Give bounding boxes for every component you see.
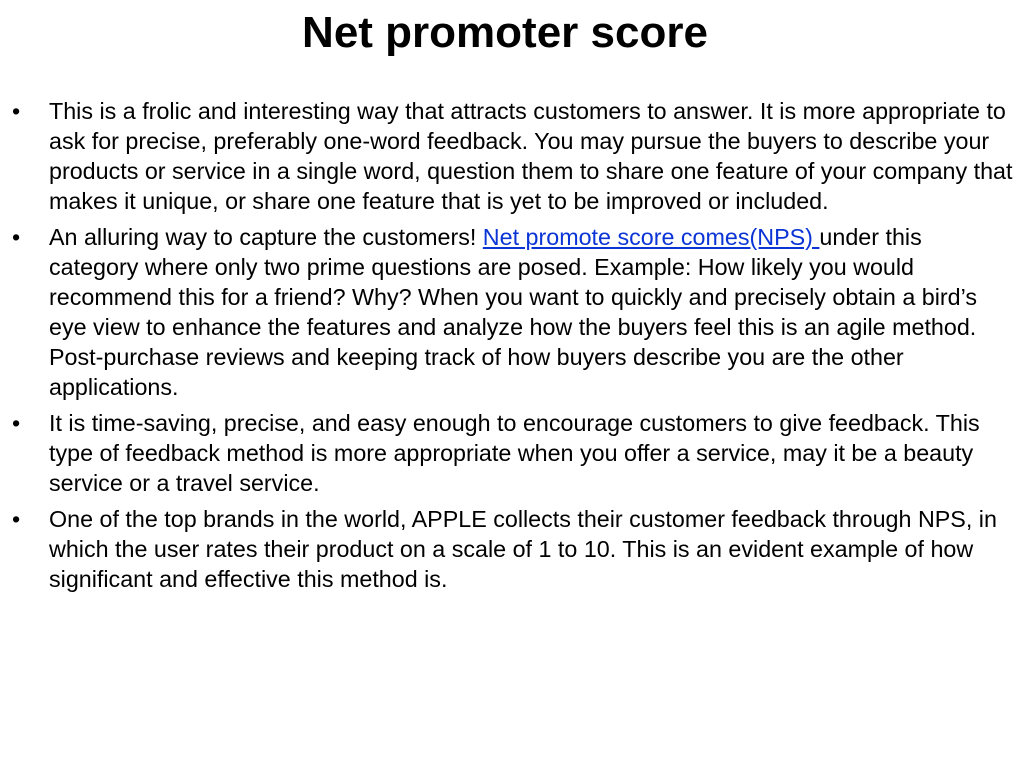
bullet-text: It is time-saving, precise, and easy enough to encourage customers to give feedback. This type of feedback method is more appropriate when you offer a service, may it be a beauty service or a travel service. bbox=[49, 410, 980, 496]
bullet-icon: • bbox=[12, 98, 21, 124]
bullet-icon: • bbox=[12, 506, 21, 532]
slide-title: Net promoter score bbox=[302, 8, 708, 57]
bullet-item bbox=[12, 222, 1014, 402]
bullet-icon: • bbox=[12, 410, 21, 436]
bullet-item bbox=[12, 504, 1014, 594]
bullet-item bbox=[12, 96, 1014, 216]
bullet-icon: • bbox=[12, 224, 21, 250]
nps-link[interactable]: Net promote score comes(NPS) bbox=[482, 224, 820, 250]
bullet-list bbox=[12, 96, 1014, 600]
bullet-text: under this category where only two prime questions are posed. Example: How likely you would recommend this for a friend? Why? When you want to quickly and precisely obtain a bird’s eye view to enhance the features and analyze how the buyers feel this is an agile method. Post-purchase reviews and keeping track of how buyers describe you are the other applications. bbox=[49, 224, 978, 400]
bullet-text: This is a frolic and interesting way that attracts customers to answer. It is more appropriate to ask for precise, preferably one-word feedback. You may pursue the buyers to describe your products or service in a single word, question them to share one feature of your company that makes it unique, or share one feature that is yet to be improved or included. bbox=[49, 98, 1013, 214]
bullet-text: One of the top brands in the world, APPLE collects their customer feedback through NPS, in which the user rates their product on a scale of 1 to 10. This is an evident example of how significant and effective this method is. bbox=[49, 506, 997, 592]
bullet-text: An alluring way to capture the customers! bbox=[49, 224, 483, 250]
bullet-item bbox=[12, 408, 1014, 498]
